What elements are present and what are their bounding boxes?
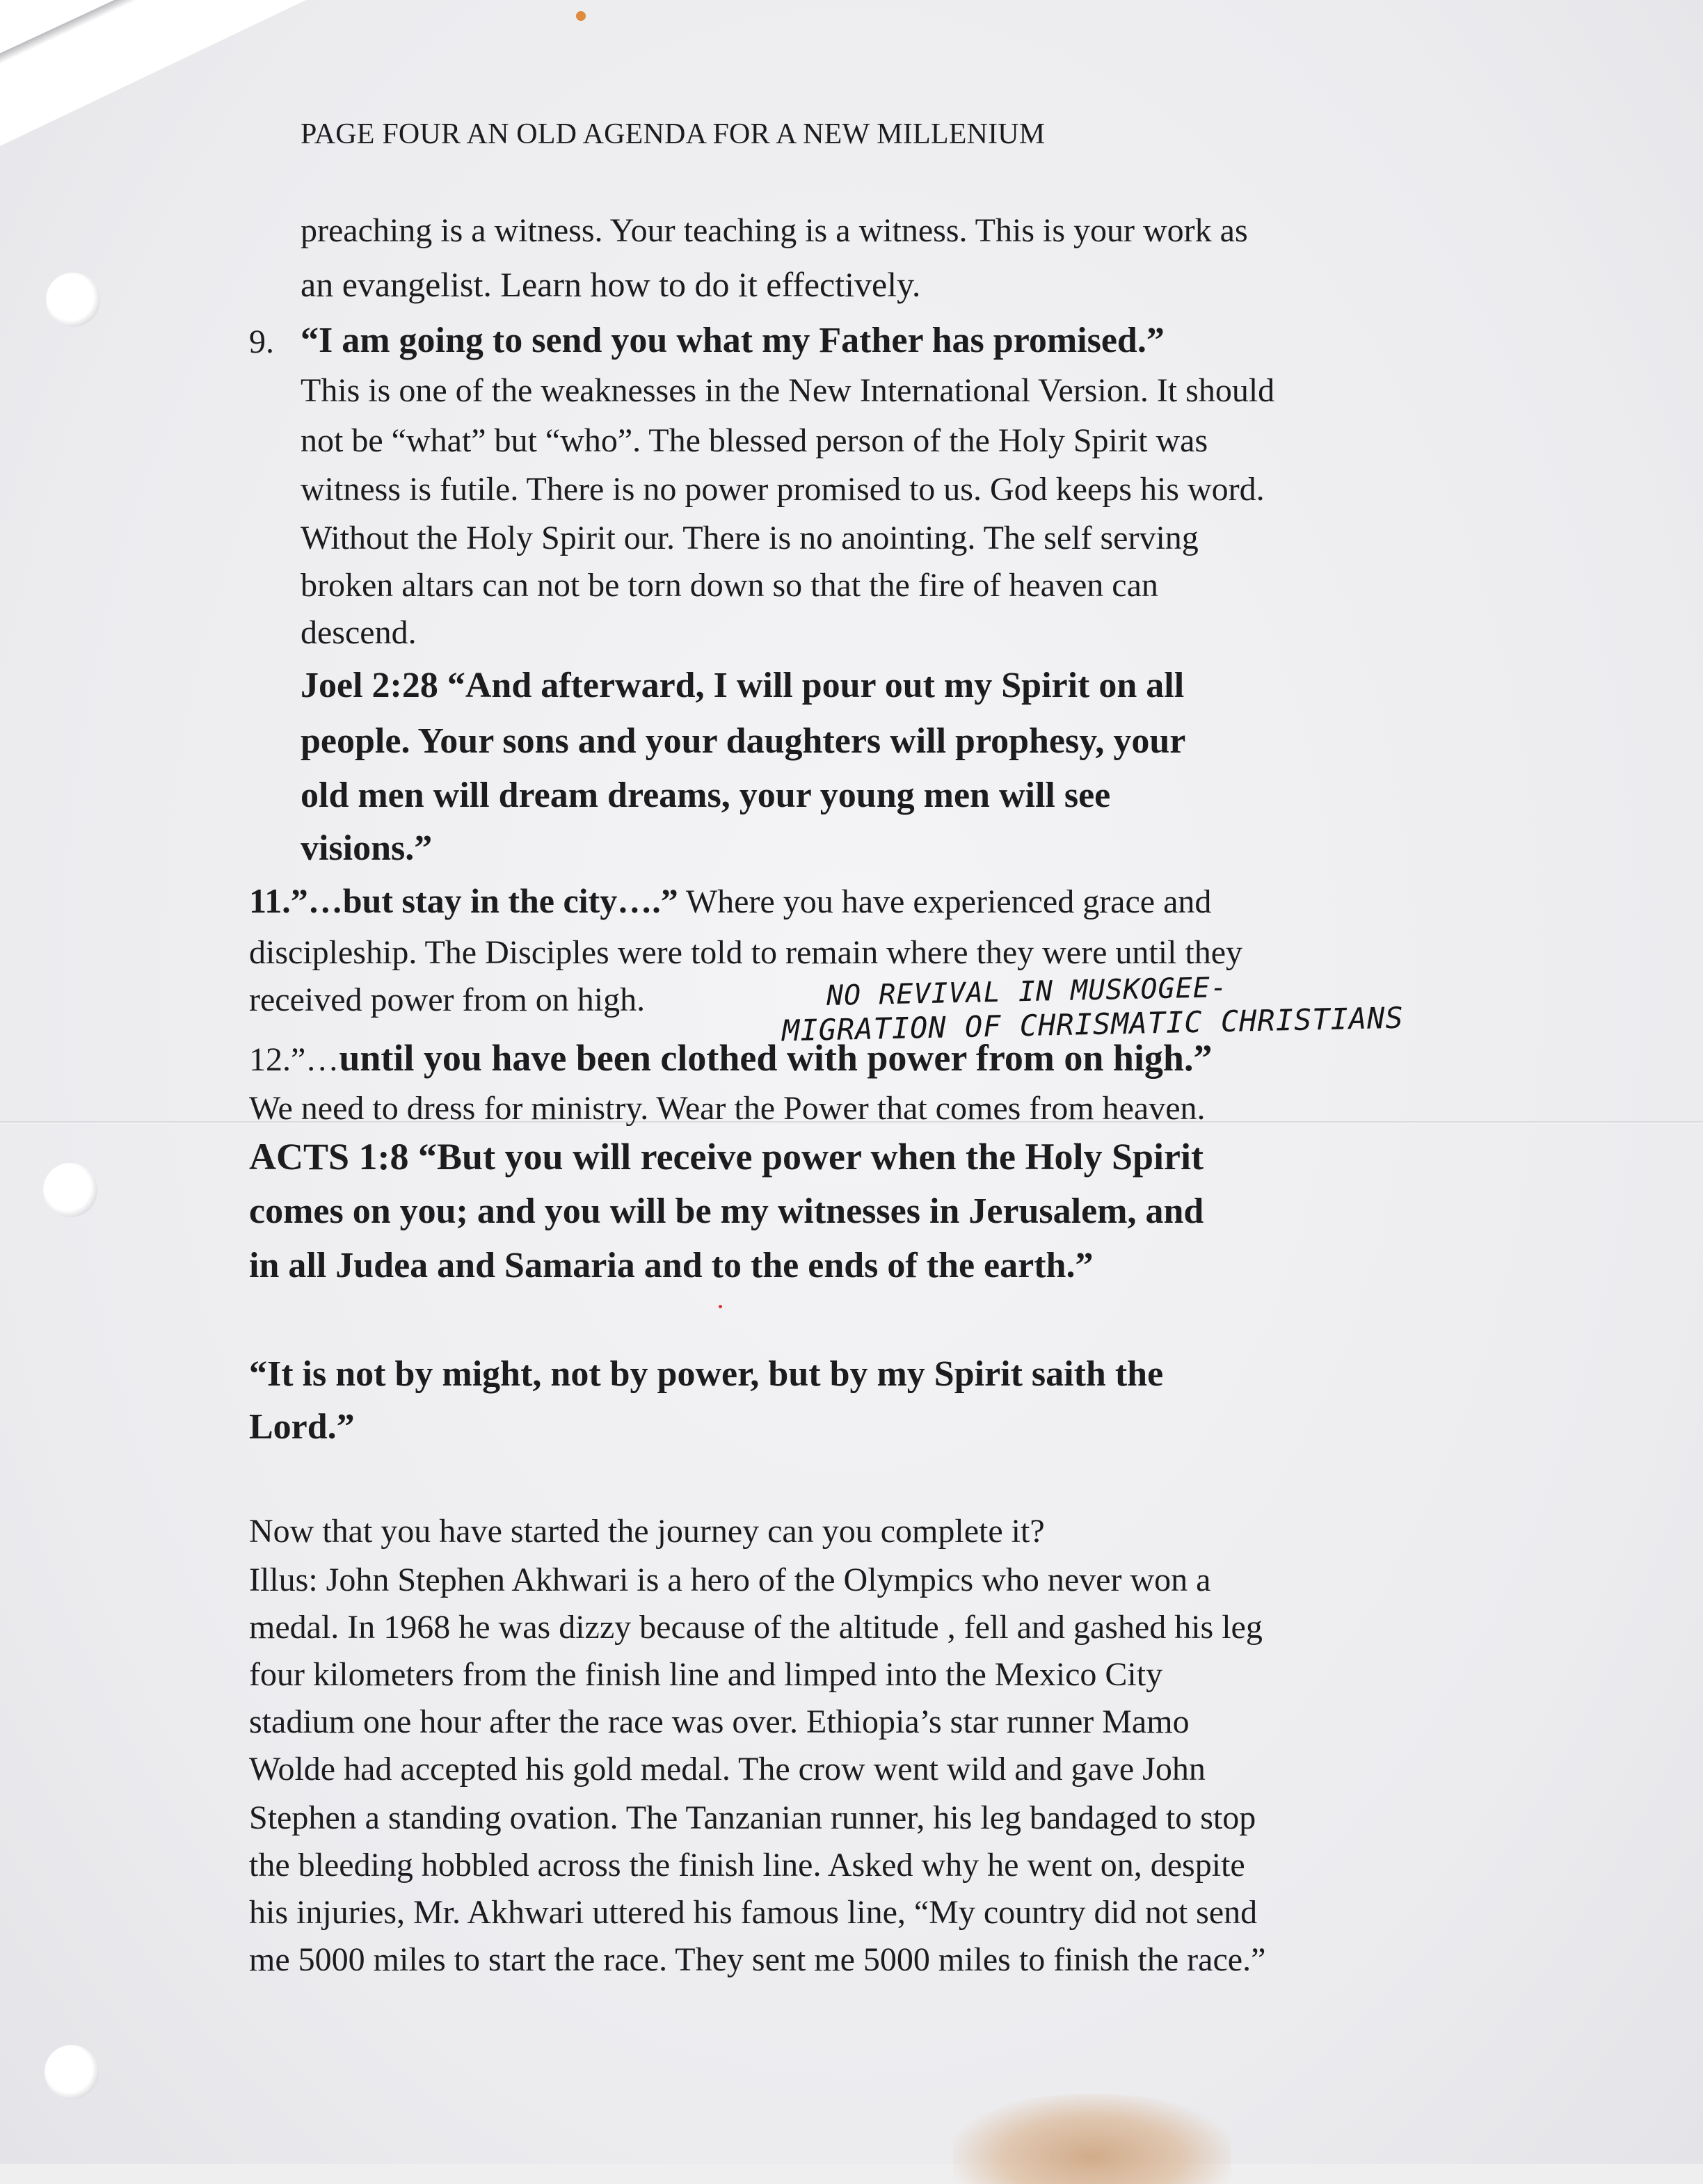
text-line: an evangelist. Learn how to do it effectively. <box>301 265 921 304</box>
text-line: descend. <box>301 614 417 651</box>
text-line: me 5000 miles to start the race. They sent me 5000 miles to finish the race.” <box>249 1941 1266 1978</box>
quote-line: Lord.” <box>249 1407 355 1447</box>
item-heading: 11.”…but stay in the city….” <box>249 881 678 920</box>
scripture-quote-line: ACTS 1:8 “But you will receive power when the Holy Spirit <box>249 1136 1204 1178</box>
text-line: not be “what” but “who”. The blessed person of the Holy Spirit was <box>301 422 1208 459</box>
text-line: witness is futile. There is no power promised to us. God keeps his word. <box>301 471 1265 508</box>
text-line: preaching is a witness. Your teaching is a witness. This is your work as <box>301 212 1248 249</box>
item-12-line <box>249 1039 1212 1077</box>
page-header: PAGE FOUR AN OLD AGENDA FOR A NEW MILLENIUM <box>301 118 1046 150</box>
item-heading: until you have been clothed with power from on high.” <box>339 1037 1213 1079</box>
text-fragment: Where you have experienced grace and <box>678 883 1212 920</box>
punch-hole-middle <box>43 1163 97 1217</box>
handwritten-note-line-2: MIGRATION OF CHRISMATIC CHRISTIANS <box>781 1000 1405 1048</box>
text-line: We need to dress for ministry. Wear the Power that comes from heaven. <box>249 1090 1206 1127</box>
text-line: Now that you have started the journey can you complete it? <box>249 1513 1045 1550</box>
item-11-line <box>249 883 1211 919</box>
text-line: stadium one hour after the race was over. Ethiopia’s star runner Mamo <box>249 1703 1190 1740</box>
ink-spot <box>576 11 586 21</box>
ink-dot <box>719 1305 722 1308</box>
text-line: Stephen a standing ovation. The Tanzanian runner, his leg bandaged to stop <box>249 1799 1256 1836</box>
text-line: Without the Holy Spirit our. There is no anointing. The self serving <box>301 520 1199 556</box>
text-line: broken altars can not be torn down so that the fire of heaven can <box>301 567 1158 604</box>
coffee-stain <box>953 2094 1231 2184</box>
scripture-quote-line: old men will dream dreams, your young men will see <box>301 776 1111 815</box>
scripture-quote-line: in all Judea and Samaria and to the ends of the earth.” <box>249 1246 1094 1285</box>
scripture-quote-line: people. Your sons and your daughters will prophesy, your <box>301 721 1186 761</box>
item-number: 12.”… <box>249 1041 339 1078</box>
folded-corner <box>0 0 306 146</box>
text-line: the bleeding hobbled across the finish line. Asked why he went on, despite <box>249 1847 1245 1884</box>
text-line: Wolde had accepted his gold medal. The crow went wild and gave John <box>249 1751 1206 1788</box>
text-line: Illus: John Stephen Akhwari is a hero of the Olympics who never won a <box>249 1561 1211 1598</box>
text-line: This is one of the weaknesses in the New International Version. It should <box>301 372 1275 409</box>
item-number: 9. <box>249 323 274 360</box>
scripture-quote-line: visions.” <box>301 828 433 868</box>
quote-line: “It is not by might, not by power, but by my Spirit saith the <box>249 1354 1164 1394</box>
item-heading: “I am going to send you what my Father has promised.” <box>301 321 1165 360</box>
punch-hole-top <box>46 273 100 327</box>
handwritten-note-line-1: NO REVIVAL IN MUSKOGEE- <box>826 971 1229 1013</box>
scripture-quote-line: comes on you; and you will be my witnesses in Jerusalem, and <box>249 1191 1204 1231</box>
text-line: received power from on high. <box>249 981 646 1018</box>
text-line: discipleship. The Disciples were told to remain where they were until they <box>249 934 1243 971</box>
punch-hole-bottom <box>45 2045 99 2099</box>
text-line: his injuries, Mr. Akhwari uttered his famous line, “My country did not send <box>249 1894 1258 1931</box>
text-line: medal. In 1968 he was dizzy because of the altitude , fell and gashed his leg <box>249 1609 1263 1646</box>
scripture-quote-line: Joel 2:28 “And afterward, I will pour out my Spirit on all <box>301 666 1185 705</box>
text-line: four kilometers from the finish line and limped into the Mexico City <box>249 1656 1163 1693</box>
